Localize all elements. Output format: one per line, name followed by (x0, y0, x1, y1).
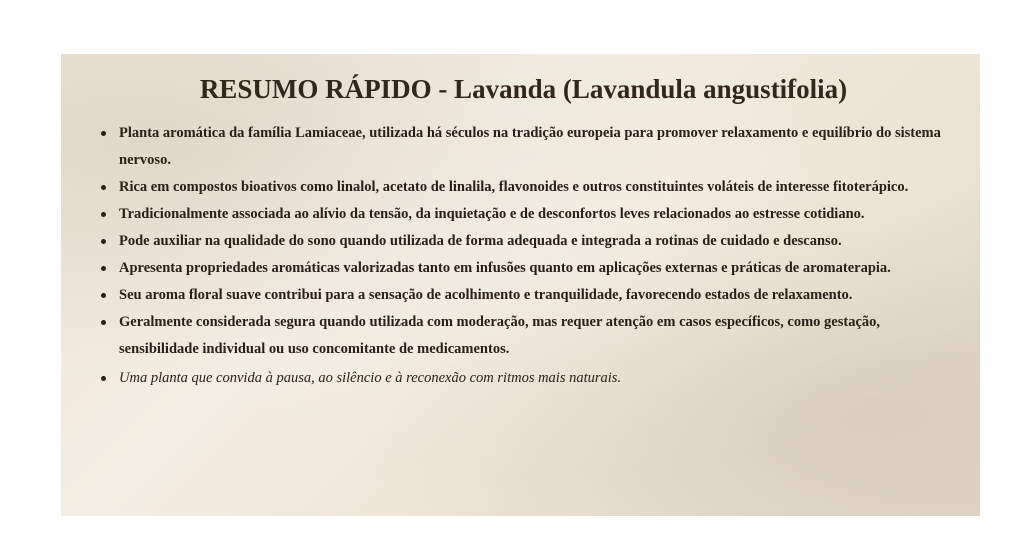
bullet-dot-icon (101, 131, 106, 136)
bullet-dot-icon (101, 266, 106, 271)
summary-item-text: Apresenta propriedades aromáticas valorizadas tanto em infusões quanto em aplicações externas e práticas de aromaterapia. (119, 260, 891, 276)
bullet-dot-icon (101, 185, 106, 190)
summary-item-text: Seu aroma floral suave contribui para a sensação de acolhimento e tranquilidade, favorecendo estados de relaxamento. (119, 287, 853, 303)
summary-item-text: Pode auxiliar na qualidade do sono quando utilizada de forma adequada e integrada a rotinas de cuidado e descanso. (119, 233, 842, 249)
summary-item (101, 174, 956, 201)
bullet-dot-icon (101, 212, 106, 217)
summary-item-text: Rica em compostos bioativos como linalol, acetato de linalila, flavonoides e outros constituintes voláteis de interesse fitoterápico. (119, 179, 909, 195)
bullet-dot-icon (101, 320, 106, 325)
bullet-dot-icon (101, 239, 106, 244)
summary-item (101, 228, 956, 255)
summary-item-text: Planta aromática da família Lamiaceae, utilizada há séculos na tradição europeia para promover relaxamento e equilíbrio do sistema nervoso. (119, 125, 941, 168)
summary-item (101, 255, 956, 282)
summary-item-text: Tradicionalmente associada ao alívio da tensão, da inquietação e de desconfortos leves relacionados ao estresse cotidiano. (119, 206, 865, 222)
summary-title: RESUMO RÁPIDO - Lavanda (Lavandula angustifolia) (199, 74, 848, 104)
summary-item (101, 309, 956, 363)
summary-closing-text: Uma planta que convida à pausa, ao silêncio e à reconexão com ritmos mais naturais. (119, 370, 622, 386)
summary-item (101, 282, 956, 309)
summary-item-text: Geralmente considerada segura quando utilizada com moderação, mas requer atenção em casos específicos, como gestação, sensibilidade individual ou uso concomitante de medicamentos. (119, 314, 881, 357)
summary-item (101, 120, 956, 174)
bullet-dot-icon (101, 376, 106, 381)
summary-closing-item (101, 365, 956, 392)
summary-card (61, 54, 980, 516)
summary-item (101, 201, 956, 228)
summary-list (101, 120, 956, 392)
bullet-dot-icon (101, 293, 106, 298)
